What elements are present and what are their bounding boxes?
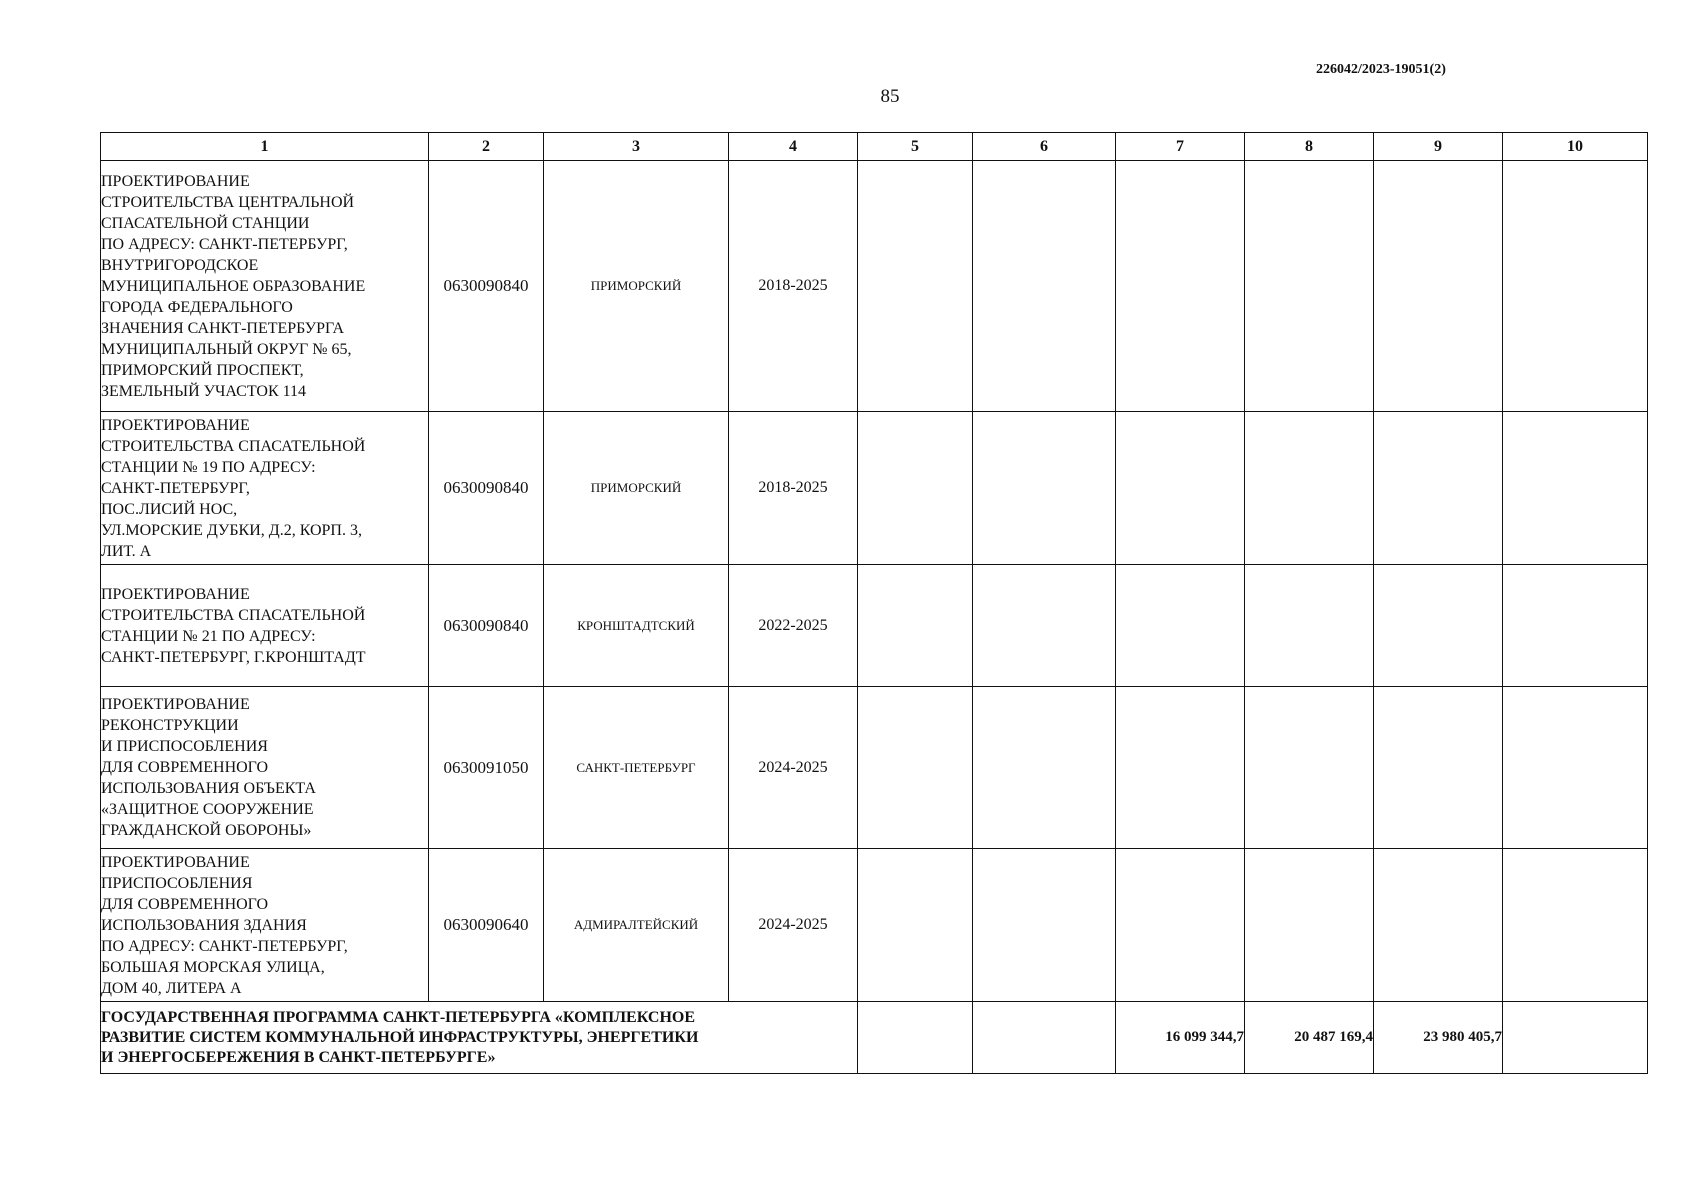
program-name-line: И ЭНЕРГОСБЕРЕЖЕНИЯ В САНКТ-ПЕТЕРБУРГЕ» xyxy=(101,1048,496,1066)
object-name-line: ПО АДРЕСУ: САНКТ-ПЕТЕРБУРГ, xyxy=(101,235,348,253)
object-name-line: САНКТ-ПЕТЕРБУРГ, Г.КРОНШТАДТ xyxy=(101,648,366,666)
empty-cell xyxy=(973,412,1116,565)
empty-cell xyxy=(1116,849,1245,1002)
program-name-line: ГОСУДАРСТВЕННАЯ ПРОГРАММА САНКТ-ПЕТЕРБУРГА «КОМПЛЕКСНОЕ xyxy=(101,1008,696,1026)
object-name-line: УЛ.МОРСКИЕ ДУБКИ, Д.2, КОРП. 3, xyxy=(101,521,362,539)
object-name-cell xyxy=(101,565,429,687)
period-cell: 2022-2025 xyxy=(729,565,858,687)
empty-cell xyxy=(1245,412,1374,565)
empty-cell xyxy=(1116,412,1245,565)
empty-cell xyxy=(858,412,973,565)
empty-cell xyxy=(858,849,973,1002)
object-name-line: ВНУТРИГОРОДСКОЕ xyxy=(101,256,259,274)
object-name-line: БОЛЬШАЯ МОРСКАЯ УЛИЦА, xyxy=(101,958,325,976)
column-header: 9 xyxy=(1374,133,1503,161)
column-header: 8 xyxy=(1245,133,1374,161)
empty-cell xyxy=(1116,565,1245,687)
budget-code-cell: 0630090840 xyxy=(429,412,544,565)
object-name-line: ДЛЯ СОВРЕМЕННОГО xyxy=(101,895,269,913)
column-header: 5 xyxy=(858,133,973,161)
empty-cell xyxy=(1245,687,1374,849)
table-row xyxy=(101,412,1648,565)
period-cell: 2024-2025 xyxy=(729,687,858,849)
document-registration-number: 226042/2023-19051(2) xyxy=(1316,62,1446,77)
object-name-line: ПРОЕКТИРОВАНИЕ xyxy=(101,696,250,713)
budget-code-cell: 0630090640 xyxy=(429,849,544,1002)
empty-cell xyxy=(1503,687,1648,849)
object-name-line: СТАНЦИИ № 19 ПО АДРЕСУ: xyxy=(101,458,316,476)
empty-cell xyxy=(1245,161,1374,412)
object-name-line: ГРАЖДАНСКОЙ ОБОРОНЫ» xyxy=(101,822,312,839)
district-cell: ПРИМОРСКИЙ xyxy=(544,412,729,565)
object-name-line: ЗНАЧЕНИЯ САНКТ-ПЕТЕРБУРГА xyxy=(101,319,345,337)
object-name-cell xyxy=(101,687,429,849)
object-name-line: ПРИСПОСОБЛЕНИЯ xyxy=(101,874,253,892)
total-value-col7: 16 099 344,7 xyxy=(1116,1002,1245,1074)
empty-cell xyxy=(1503,412,1648,565)
empty-cell xyxy=(858,687,973,849)
object-name-line: САНКТ-ПЕТЕРБУРГ, xyxy=(101,479,250,497)
period-cell: 2018-2025 xyxy=(729,412,858,565)
object-name-line: ПО АДРЕСУ: САНКТ-ПЕТЕРБУРГ, xyxy=(101,937,348,955)
empty-cell xyxy=(1245,849,1374,1002)
table-row xyxy=(101,849,1648,1002)
object-name-line: ЛИТ. А xyxy=(101,542,152,560)
object-name-line: ИСПОЛЬЗОВАНИЯ ОБЪЕКТА xyxy=(101,780,316,797)
empty-cell xyxy=(1503,565,1648,687)
object-name-line: СТРОИТЕЛЬСТВА СПАСАТЕЛЬНОЙ xyxy=(101,606,366,624)
object-name-line: МУНИЦИПАЛЬНЫЙ ОКРУГ № 65, xyxy=(101,340,352,358)
page-number: 85 xyxy=(880,86,900,107)
object-name-cell xyxy=(101,412,429,565)
object-name-line: И ПРИСПОСОБЛЕНИЯ xyxy=(101,738,268,755)
column-number-row xyxy=(101,133,1648,161)
program-name-line: РАЗВИТИЕ СИСТЕМ КОММУНАЛЬНОЙ ИНФРАСТРУКТУРЫ, ЭНЕРГЕТИКИ xyxy=(101,1028,699,1046)
column-header: 1 xyxy=(101,133,429,161)
column-header: 10 xyxy=(1503,133,1648,161)
empty-cell xyxy=(1116,687,1245,849)
object-name-line: ПРОЕКТИРОВАНИЕ xyxy=(101,853,250,871)
object-name-line: «ЗАЩИТНОЕ СООРУЖЕНИЕ xyxy=(101,801,314,818)
program-name-cell xyxy=(101,1002,858,1074)
empty-cell xyxy=(858,565,973,687)
empty-cell xyxy=(1374,412,1503,565)
empty-cell xyxy=(973,161,1116,412)
empty-cell xyxy=(1374,687,1503,849)
object-name-line: РЕКОНСТРУКЦИИ xyxy=(101,717,239,734)
object-name-line: ДОМ 40, ЛИТЕРА А xyxy=(101,979,242,997)
empty-cell xyxy=(1116,161,1245,412)
object-name-line: ИСПОЛЬЗОВАНИЯ ЗДАНИЯ xyxy=(101,916,307,934)
object-name-line: СПАСАТЕЛЬНОЙ СТАНЦИИ xyxy=(101,214,310,232)
budget-code-cell: 0630090840 xyxy=(429,161,544,412)
period-cell: 2018-2025 xyxy=(729,161,858,412)
object-name-line: СТРОИТЕЛЬСТВА ЦЕНТРАЛЬНОЙ xyxy=(101,193,355,211)
empty-cell xyxy=(858,161,973,412)
column-header: 7 xyxy=(1116,133,1245,161)
object-name-line: ГОРОДА ФЕДЕРАЛЬНОГО xyxy=(101,298,293,316)
column-header: 6 xyxy=(973,133,1116,161)
table-row xyxy=(101,687,1648,849)
object-name-cell xyxy=(101,161,429,412)
empty-cell xyxy=(1374,565,1503,687)
empty-cell xyxy=(1503,849,1648,1002)
object-name-line: ПРОЕКТИРОВАНИЕ xyxy=(101,416,250,434)
table-row xyxy=(101,161,1648,412)
empty-cell xyxy=(1245,565,1374,687)
program-table xyxy=(100,132,1648,1074)
empty-cell xyxy=(1374,849,1503,1002)
empty-cell xyxy=(973,849,1116,1002)
table-row xyxy=(101,565,1648,687)
object-name-line: СТРОИТЕЛЬСТВА СПАСАТЕЛЬНОЙ xyxy=(101,437,366,455)
object-name-line: ЗЕМЕЛЬНЫЙ УЧАСТОК 114 xyxy=(101,382,307,400)
object-name-line: ПРИМОРСКИЙ ПРОСПЕКТ, xyxy=(101,361,304,379)
object-name-cell xyxy=(101,849,429,1002)
total-value-col9: 23 980 405,7 xyxy=(1374,1002,1503,1074)
empty-cell xyxy=(1503,161,1648,412)
total-value-col8: 20 487 169,4 xyxy=(1245,1002,1374,1074)
column-header: 3 xyxy=(544,133,729,161)
empty-cell xyxy=(858,1002,973,1074)
object-name-line: МУНИЦИПАЛЬНОЕ ОБРАЗОВАНИЕ xyxy=(101,277,366,295)
column-header: 2 xyxy=(429,133,544,161)
budget-code-cell: 0630090840 xyxy=(429,565,544,687)
object-name-line: ДЛЯ СОВРЕМЕННОГО xyxy=(101,759,269,776)
object-name-line: ПРОЕКТИРОВАНИЕ xyxy=(101,172,250,190)
budget-code-cell: 0630091050 xyxy=(429,687,544,849)
empty-cell xyxy=(1503,1002,1648,1074)
empty-cell xyxy=(973,565,1116,687)
empty-cell xyxy=(1374,161,1503,412)
district-cell: КРОНШТАДТСКИЙ xyxy=(544,565,729,687)
empty-cell xyxy=(973,687,1116,849)
district-cell: САНКТ-ПЕТЕРБУРГ xyxy=(544,687,729,849)
program-total-row xyxy=(101,1002,1648,1074)
object-name-line: СТАНЦИИ № 21 ПО АДРЕСУ: xyxy=(101,627,316,645)
object-name-line: ПРОЕКТИРОВАНИЕ xyxy=(101,585,250,603)
district-cell: ПРИМОРСКИЙ xyxy=(544,161,729,412)
district-cell: АДМИРАЛТЕЙСКИЙ xyxy=(544,849,729,1002)
period-cell: 2024-2025 xyxy=(729,849,858,1002)
empty-cell xyxy=(973,1002,1116,1074)
column-header: 4 xyxy=(729,133,858,161)
object-name-line: ПОС.ЛИСИЙ НОС, xyxy=(101,500,238,518)
